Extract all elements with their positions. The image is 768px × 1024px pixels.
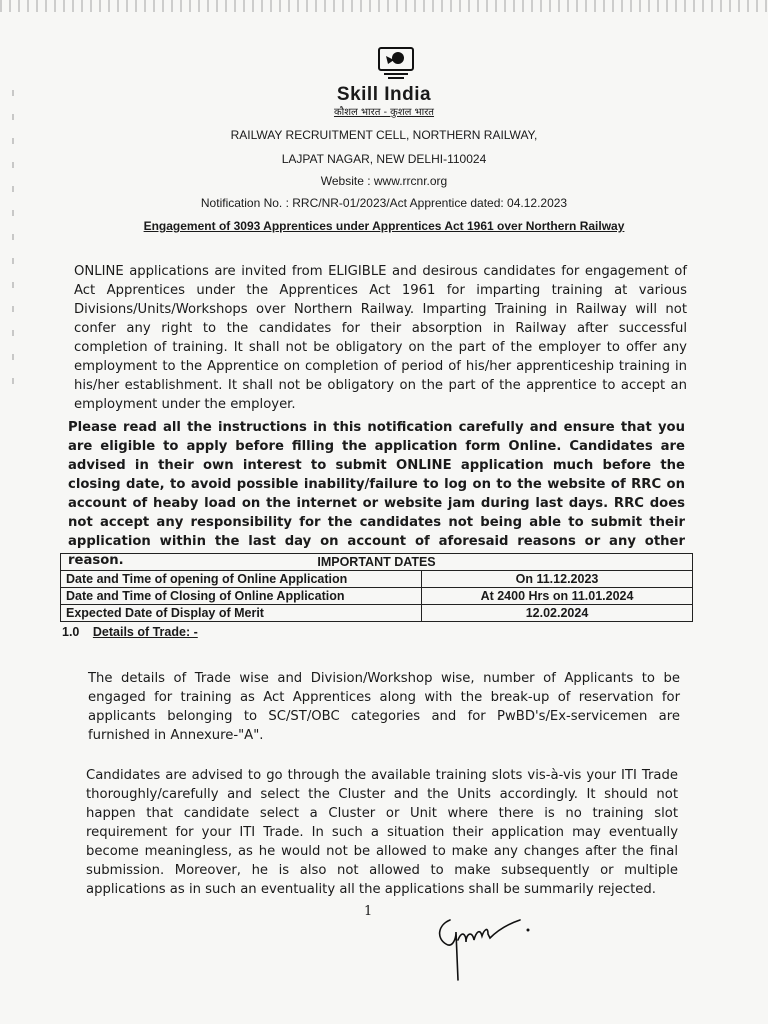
table-header-row	[61, 554, 693, 571]
page-number: 1	[364, 904, 373, 919]
section-number: 1.0	[62, 625, 80, 639]
advice-paragraph: Candidates are advised to go through the available training slots vis-à-vis your ITI Trade thoroughly/carefully and select the Cluster and the Units accordingly. It should not happen that candidate select a Cluster or Unit where there is no training slot requirement for your ITI Trade. In such a situation their application may eventually become meaningless, as he would not be allowed to make any changes after the final submission. Moreover, he is also not allowed to make subsequently or multiple applications as in such an eventuality all the applications shall be summarily rejected.	[86, 768, 678, 897]
brand-tagline: कौशल भारत - कुशल भारत	[333, 107, 435, 118]
date-value: At 2400 Hrs on 11.01.2024	[422, 588, 693, 605]
date-label: Date and Time of opening of Online Application	[61, 571, 422, 588]
intro-paragraph: ONLINE applications are invited from ELIGIBLE and desirous candidates for engagement of Act Apprentices under the Apprentices Act 1961 for imparting training at various Divisions/Units/Workshops over Northern Railway. Imparting Training in Railway will not confer any right to the candidates for their absorption in Railway after successful completion of training. It shall not be obligatory on the part of the employer to offer any employment to the Apprentice on completion of period of his/her apprenticeship training in his/her establishment. It shall not be obligatory on the part of the apprentice to accept an employment under the employer.	[74, 264, 687, 412]
table-row	[61, 605, 693, 622]
trade-details-paragraph: The details of Trade wise and Division/Workshop wise, number of Applicants to be engaged for training as Act Apprentices along with the break-up of reservation for applicants belonging to SC/ST/OBC categories and for PwBD's/Ex-servicemen are furnished in Annexure-"A".	[88, 671, 680, 743]
date-value: 12.02.2024	[422, 605, 693, 622]
table-heading: IMPORTANT DATES	[61, 554, 693, 571]
section-title: Details of Trade: -	[92, 625, 198, 639]
notification-subject: Engagement of 3093 Apprentices under Apprentices Act 1961 over Northern Railway	[143, 219, 625, 233]
table-row	[61, 571, 693, 588]
date-label: Expected Date of Display of Merit	[61, 605, 422, 622]
org-name: RAILWAY RECRUITMENT CELL, NORTHERN RAILWAY,	[230, 128, 538, 142]
signature-icon	[428, 900, 538, 990]
brand-name: Skill India	[336, 84, 432, 105]
instructions-paragraph: Please read all the instructions in this notification carefully and ensure that you are eligible to apply before filling the application form Online. Candidates are advised in their own interest to submit ONLINE application much before the closing date, to avoid possible inability/failure to log on to the website of RRC on account of heaby load on the internet or website jam during last days. RRC does not accept any responsibility for the candidates not being able to submit their application within the last day on account of aforesaid reasons or any other reason.	[68, 420, 685, 568]
scan-artifact	[0, 0, 768, 12]
section-heading	[62, 625, 198, 639]
org-address: LAJPAT NAGAR, NEW DELHI-110024	[281, 152, 487, 166]
org-website: Website : www.rrcnr.org	[320, 174, 448, 188]
notification-number: Notification No. : RRC/NR-01/2023/Act Apprentice dated: 04.12.2023	[200, 196, 568, 210]
important-dates-table	[60, 553, 693, 622]
skill-india-logo-icon	[376, 46, 416, 82]
date-value: On 11.12.2023	[422, 571, 693, 588]
date-label: Date and Time of Closing of Online Application	[61, 588, 422, 605]
table-row	[61, 588, 693, 605]
